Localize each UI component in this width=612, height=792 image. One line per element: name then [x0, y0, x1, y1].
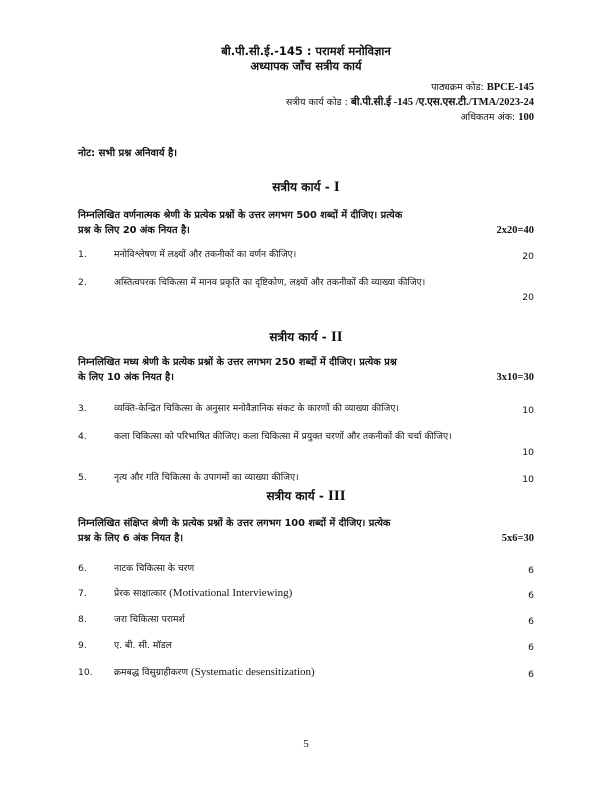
- question-text-english: (Motivational Interviewing): [169, 587, 293, 599]
- section-2-instruction-line1: निम्नलिखित मध्य श्रेणी के प्रत्येक प्रश्नों के उत्तर लगभग 250 शब्दों में दीजिए। प्रत्येक प्रश्न: [78, 357, 397, 368]
- question-number: 8.: [78, 614, 87, 625]
- question-text: नृत्य और गति चिकित्सा के उपागमों का व्याख्या कीजिए।: [114, 472, 299, 483]
- assignment-code-value: बी.पी.सी.ई -145 /ए.एस.एस.टी./TMA/2023-24: [350, 97, 534, 108]
- course-code-label: पाठ्यक्रम कोड:: [431, 82, 487, 93]
- question-text-english: (Systematic desensitization): [190, 666, 315, 678]
- section-2-instruction-line2: के लिए 10 अंक नियत है।: [78, 372, 174, 383]
- question-text: ए. बी. सी. मॉडल: [114, 640, 172, 651]
- page-number: 5: [303, 738, 309, 750]
- question-text-hindi: क्रमबद्ध विसुग्राहीकरण: [114, 667, 191, 678]
- section-2-instruction: [78, 355, 534, 385]
- question-marks: 10: [522, 474, 534, 485]
- section-1-instruction-line2: प्रश्न के लिए 20 अंक नियत है।: [78, 225, 190, 236]
- section-2-title: [0, 328, 612, 346]
- question-marks: 10: [522, 405, 534, 416]
- question-text: मनोविश्लेषण में लक्ष्यों और तकनीकों का वर्णन कीजिए।: [114, 249, 297, 260]
- question-text: [114, 665, 534, 680]
- section-3-instruction: [78, 516, 534, 546]
- assignment-code: [286, 95, 534, 109]
- question-number: 3.: [78, 403, 87, 414]
- course-code: [431, 80, 534, 93]
- max-marks: [461, 110, 535, 123]
- question-text: [114, 586, 534, 601]
- section-1-instruction-line1: निम्नलिखित वर्णनात्मक श्रेणी के प्रत्येक प्रश्नों के उत्तर लगभग 500 शब्दों में दीजिए। प्रत्येक: [78, 210, 403, 221]
- question-marks: 10: [522, 447, 534, 458]
- section-3-title: [0, 487, 612, 505]
- question-text: अस्तित्वपरक चिकित्सा में मानव प्रकृति का दृष्टिकोण, लक्ष्यों और तकनीकों की व्याख्या कीजिए।: [114, 277, 426, 288]
- question-marks: 6: [528, 669, 534, 680]
- section-2-marks-scheme: 3x10=30: [496, 372, 534, 383]
- question-number: 5.: [78, 472, 87, 483]
- question-marks: 6: [528, 565, 534, 576]
- question-number: 9.: [78, 640, 87, 651]
- section-3-roman: III: [328, 488, 346, 504]
- section-3-instruction-line1: निम्नलिखित संक्षिप्त श्रेणी के प्रत्येक प्रश्नों के उत्तर लगभग 100 शब्दों में दीजिए। प्रत्येक: [78, 518, 391, 529]
- question-number: 7.: [78, 588, 87, 599]
- section-1-instruction: [78, 208, 534, 238]
- question-number: 2.: [78, 277, 87, 288]
- question-text-hindi: प्रेरक साक्षात्कार: [114, 588, 170, 599]
- section-1-title: [0, 178, 612, 196]
- section-1-roman: I: [333, 179, 340, 195]
- question-number: 10.: [78, 667, 93, 678]
- question-text: जरा चिकित्सा परामर्श: [114, 614, 185, 625]
- question-marks: 6: [528, 590, 534, 601]
- section-3-prefix: सत्रीय कार्य -: [266, 489, 329, 503]
- page-title: बी.पी.सी.ई.-145 : परामर्श मनोविज्ञान: [221, 44, 391, 58]
- question-number: 1.: [78, 249, 87, 260]
- assignment-code-label: सत्रीय कार्य कोड :: [285, 97, 351, 108]
- page-subtitle: अध्यापक जाँच सत्रीय कार्य: [250, 59, 362, 73]
- max-marks-value: 100: [518, 112, 534, 123]
- question-text: व्यक्ति-केन्द्रित चिकित्सा के अनुसार मनोवैज्ञानिक संकट के कारणों की व्याख्या कीजिए।: [114, 403, 399, 414]
- question-number: 6.: [78, 563, 87, 574]
- question-marks: 6: [528, 616, 534, 627]
- section-3-instruction-line2: प्रश्न के लिए 6 अंक नियत है।: [78, 533, 184, 544]
- section-2-prefix: सत्रीय कार्य -: [269, 330, 331, 344]
- max-marks-label: अधिकतम अंक:: [460, 112, 519, 123]
- section-1-marks-scheme: 2x20=40: [496, 225, 534, 236]
- note: नोट: सभी प्रश्न अनिवार्य है।: [78, 148, 178, 159]
- question-text: कला चिकित्सा को परिभाषित कीजिए। कला चिकित्सा में प्रयुक्त चरणों और तकनीकों की चर्चा कीजिए।: [114, 431, 452, 442]
- question-number: 4.: [78, 431, 87, 442]
- section-1-prefix: सत्रीय कार्य -: [272, 180, 334, 194]
- section-3-marks-scheme: 5x6=30: [501, 533, 534, 544]
- question-marks: 20: [522, 292, 534, 303]
- question-text: नाटक चिकित्सा के चरण: [114, 563, 195, 574]
- course-code-value: BPCE-145: [486, 82, 534, 93]
- section-2-roman: II: [330, 329, 343, 345]
- question-marks: 20: [522, 251, 534, 262]
- question-marks: 6: [528, 642, 534, 653]
